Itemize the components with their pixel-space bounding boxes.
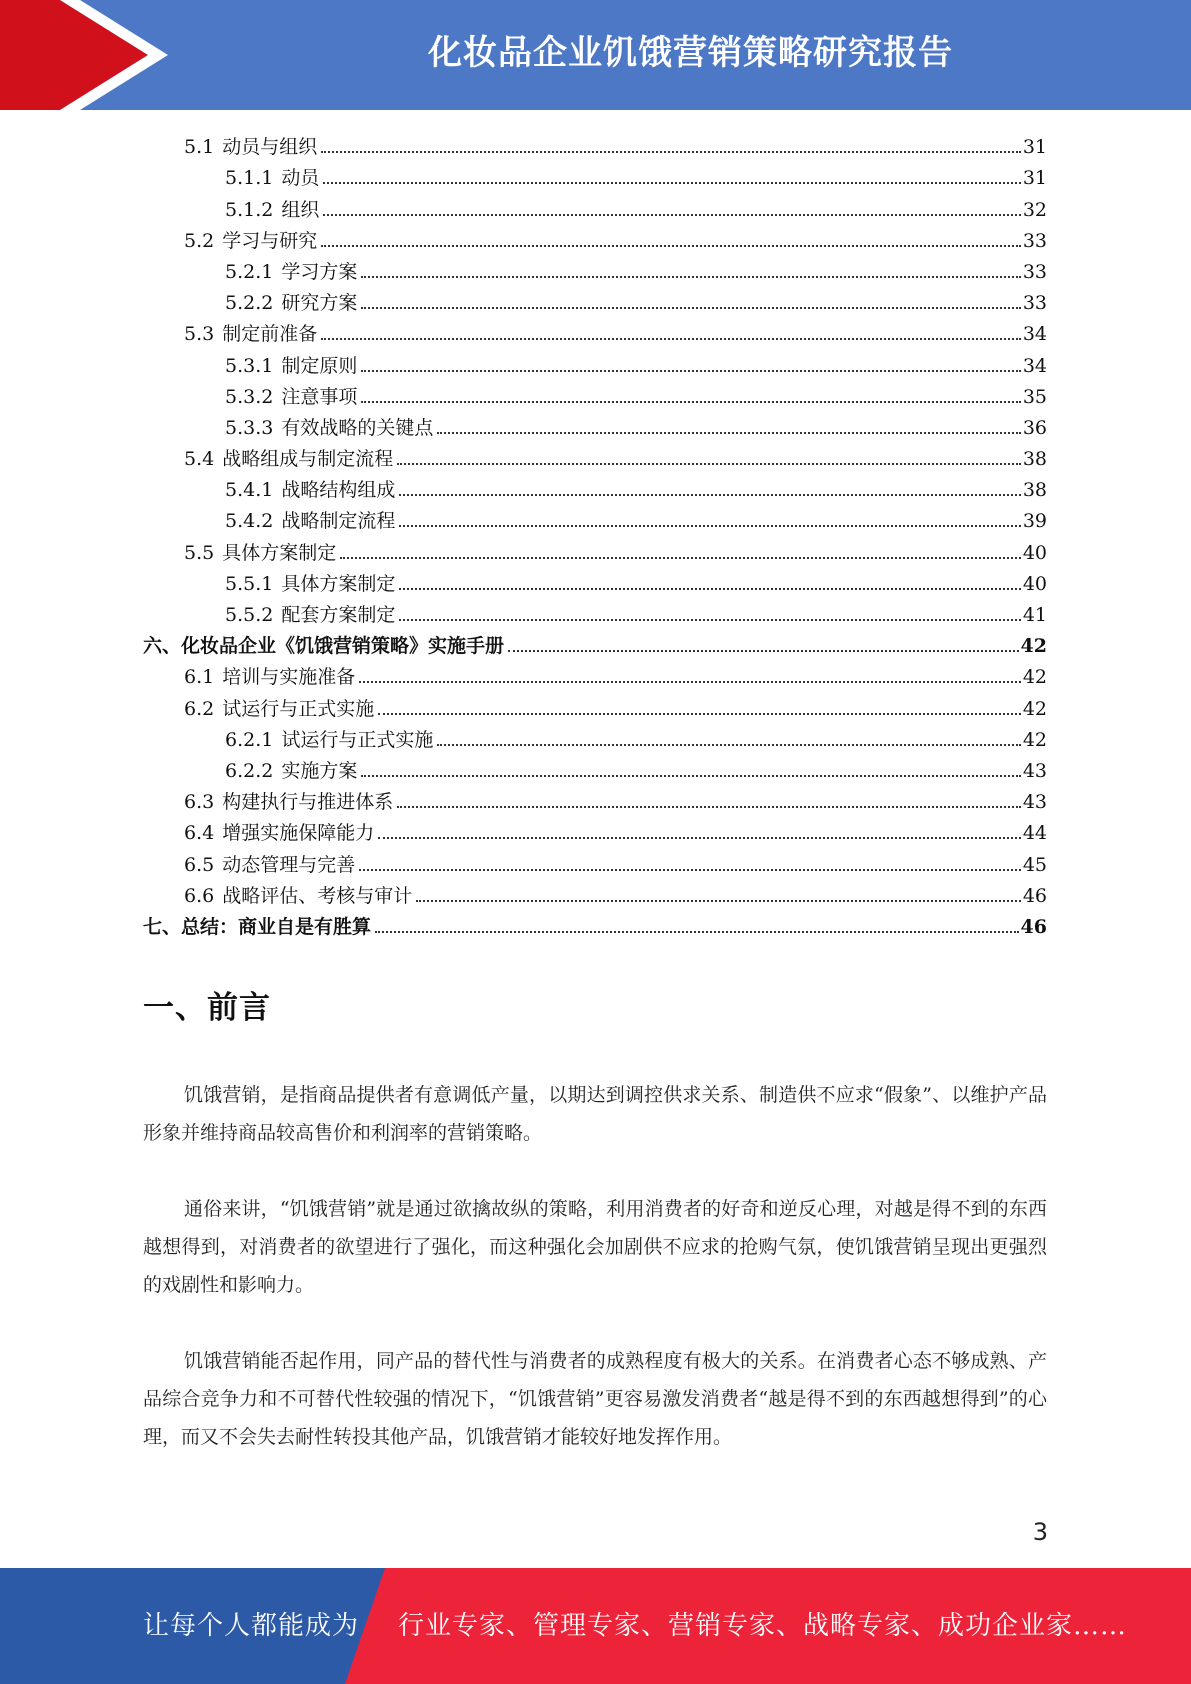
toc-dot-leader (399, 493, 1020, 496)
toc-entry-page: 34 (1022, 354, 1047, 377)
toc-entry-title: 学习方案 (281, 260, 358, 283)
toc-dot-leader (359, 680, 1021, 683)
toc-entry-number: 5.1.2 (225, 198, 274, 221)
toc-entry-page: 46 (1022, 884, 1047, 907)
toc-entry-number: 5.4.1 (225, 479, 274, 502)
toc-entry-page: 31 (1022, 136, 1047, 159)
toc-dot-leader (378, 712, 1021, 715)
toc-entry-page: 31 (1022, 167, 1047, 190)
toc-entry[interactable] (143, 689, 1047, 720)
toc-dot-leader (399, 524, 1020, 527)
toc-entry-page: 39 (1022, 510, 1047, 533)
toc-entry-title: 学习与研究 (222, 229, 318, 252)
toc-entry[interactable] (143, 128, 1047, 159)
toc-entry-title: 动态管理与完善 (222, 853, 356, 876)
toc-dot-leader (361, 369, 1020, 372)
toc-entry[interactable] (143, 721, 1047, 752)
toc-dot-leader (361, 275, 1020, 278)
toc-entry-number: 5.3.1 (225, 354, 274, 377)
toc-entry-number: 5.5.1 (225, 572, 274, 595)
toc-entry-number: 6.3 (184, 791, 215, 814)
toc-entry[interactable] (143, 440, 1047, 471)
toc-entry-page: 42 (1022, 728, 1047, 751)
toc-entry[interactable] (143, 908, 1047, 939)
toc-entry-number: 6.4 (184, 822, 215, 845)
table-of-contents (143, 128, 1047, 939)
toc-entry-title: 战略组成与制定流程 (222, 448, 394, 471)
toc-dot-leader (437, 431, 1020, 434)
toc-entry[interactable] (143, 346, 1047, 377)
toc-entry-number: 6.6 (184, 884, 215, 907)
toc-entry-title: 配套方案制定 (281, 604, 396, 626)
toc-entry[interactable] (143, 877, 1047, 908)
toc-entry-number: 5.2.2 (225, 292, 274, 315)
toc-entry[interactable] (143, 190, 1047, 221)
toc-entry-number: 5.1 (184, 136, 215, 159)
toc-dot-leader (321, 150, 1021, 153)
toc-entry[interactable] (143, 565, 1047, 596)
toc-entry-title: 具体方案制定 (281, 572, 396, 595)
toc-entry-title: 研究方案 (281, 292, 358, 315)
toc-dot-leader (361, 306, 1020, 309)
page-number: 3 (1032, 1518, 1048, 1546)
toc-entry[interactable] (143, 596, 1047, 627)
toc-entry-title: 六、化妆品企业《饥饿营销策略》实施手册 (143, 635, 505, 658)
toc-entry-title: 增强实施保障能力 (222, 822, 375, 845)
toc-entry-page: 42 (1022, 666, 1047, 689)
toc-entry-page: 33 (1022, 292, 1047, 315)
toc-entry-title: 构建执行与推进体系 (222, 791, 394, 814)
toc-entry-number: 6.1 (184, 666, 215, 689)
toc-dot-leader (416, 899, 1021, 902)
body-paragraph: 饥饿营销，是指商品提供者有意调低产量，以期达到调控供求关系、制造供不应求“假象”、以维护产品形象并维持商品较高售价和利润率的营销策略。 (143, 1084, 1047, 1144)
toc-entry-title: 战略制定流程 (281, 510, 396, 533)
toc-dot-leader (437, 743, 1020, 746)
toc-entry[interactable] (143, 752, 1047, 783)
toc-dot-leader (508, 649, 1019, 652)
toc-dot-leader (361, 400, 1020, 403)
toc-dot-leader (321, 337, 1021, 340)
toc-dot-leader (399, 587, 1020, 590)
toc-dot-leader (321, 244, 1021, 247)
toc-dot-leader (378, 836, 1021, 839)
toc-entry[interactable] (143, 845, 1047, 876)
footer-slogan-right: 行业专家、管理专家、营销专家、战略专家、成功企业家…… (398, 1611, 1128, 1641)
red-chevron-decoration (0, 0, 200, 110)
toc-entry-title: 制定前准备 (222, 323, 318, 346)
toc-entry-page: 38 (1022, 479, 1047, 502)
toc-entry-number: 6.2 (184, 697, 215, 720)
toc-entry-page: 33 (1022, 260, 1047, 283)
toc-entry-page: 33 (1022, 229, 1047, 252)
toc-entry-title: 有效战略的关键点 (281, 416, 434, 439)
toc-entry-page: 43 (1022, 759, 1047, 782)
toc-entry-title: 培训与实施准备 (222, 666, 356, 689)
toc-entry-page: 35 (1022, 385, 1047, 408)
toc-dot-leader (361, 774, 1020, 777)
body-paragraph: 饥饿营销能否起作用，同产品的替代性与消费者的成熟程度有极大的关系。在消费者心态不够成熟、产品综合竞争力和不可替代性较强的情况下，“饥饿营销”更容易激发消费者“越是得不到的东西越想得到”的心理，而又不会失去耐性转投其他产品，饥饿营销才能较好地发挥作用。 (143, 1350, 1047, 1448)
toc-entry-title: 组织 (281, 198, 320, 221)
toc-entry[interactable] (143, 658, 1047, 689)
toc-entry-page: 40 (1022, 541, 1047, 564)
toc-entry-number: 5.4.2 (225, 510, 274, 533)
toc-entry-number: 5.5 (184, 541, 215, 564)
toc-entry-number: 5.2.1 (225, 260, 274, 283)
toc-entry-title: 制定原则 (281, 354, 358, 377)
toc-entry-page: 40 (1022, 572, 1047, 595)
toc-entry[interactable] (143, 627, 1047, 658)
toc-dot-leader (359, 868, 1021, 871)
toc-entry-page: 34 (1022, 323, 1047, 346)
toc-dot-leader (323, 181, 1020, 184)
toc-dot-leader (323, 213, 1020, 216)
toc-entry-title: 试运行与正式实施 (281, 728, 434, 751)
body-paragraph: 通俗来讲，“饥饿营销”就是通过欲擒故纵的策略，利用消费者的好奇和逆反心理，对越是得不到的东西越想得到，对消费者的欲望进行了强化，而这种强化会加剧供不应求的抢购气氛，使饥饿营销呈现出更强烈的戏剧性和影响力。 (143, 1198, 1047, 1296)
toc-entry-number: 5.1.1 (225, 167, 274, 190)
toc-entry-number: 5.3 (184, 323, 215, 346)
toc-entry-number: 6.5 (184, 853, 215, 876)
toc-entry-title: 动员与组织 (222, 136, 318, 159)
toc-entry[interactable] (143, 533, 1047, 564)
toc-entry[interactable] (143, 253, 1047, 284)
toc-entry-page: 42 (1022, 697, 1047, 720)
toc-entry-page: 38 (1022, 448, 1047, 471)
toc-entry[interactable] (143, 315, 1047, 346)
toc-entry[interactable] (143, 222, 1047, 253)
section-heading: 一、前言 (143, 990, 271, 1026)
toc-dot-leader (399, 618, 1020, 621)
toc-entry[interactable] (143, 159, 1047, 190)
toc-entry-title: 七、总结：商业自是有胜算 (143, 915, 372, 938)
toc-dot-leader (340, 556, 1021, 559)
toc-entry-page: 32 (1022, 198, 1047, 221)
toc-entry-title: 具体方案制定 (222, 541, 337, 564)
toc-entry-number: 6.2.2 (225, 759, 274, 782)
toc-entry[interactable] (143, 471, 1047, 502)
toc-dot-leader (375, 930, 1019, 933)
toc-entry-number: 5.5.2 (225, 604, 274, 626)
toc-entry-number: 5.3.3 (225, 416, 274, 439)
toc-entry[interactable] (143, 378, 1047, 409)
toc-dot-leader (397, 805, 1021, 808)
toc-entry[interactable] (143, 502, 1047, 533)
toc-entry-page: 45 (1022, 853, 1047, 876)
toc-entry[interactable] (143, 284, 1047, 315)
toc-dot-leader (397, 462, 1021, 465)
toc-entry-title: 战略评估、考核与审计 (222, 884, 413, 907)
toc-entry-number: 5.3.2 (225, 385, 274, 408)
toc-entry-title: 注意事项 (281, 385, 358, 408)
toc-entry-title: 动员 (281, 167, 320, 190)
toc-entry[interactable] (143, 814, 1047, 845)
toc-entry-number: 5.2 (184, 229, 215, 252)
report-title: 化妆品企业饥饿营销策略研究报告 (428, 33, 953, 73)
toc-entry-page: 41 (1022, 604, 1047, 626)
toc-entry-page: 36 (1022, 416, 1047, 439)
page-header (0, 0, 1191, 110)
toc-entry-title: 试运行与正式实施 (222, 697, 375, 720)
toc-entry-title: 战略结构组成 (281, 479, 396, 502)
toc-entry-number: 6.2.1 (225, 728, 274, 751)
toc-entry[interactable] (143, 409, 1047, 440)
toc-entry-page: 42 (1020, 635, 1047, 658)
toc-entry[interactable] (143, 783, 1047, 814)
toc-entry-page: 44 (1022, 822, 1047, 845)
page-footer (0, 1568, 1191, 1684)
toc-entry-page: 43 (1022, 791, 1047, 814)
toc-entry-title: 实施方案 (281, 759, 358, 782)
toc-entry-number: 5.4 (184, 448, 215, 471)
footer-slogan-left: 让每个人都能成为 (143, 1611, 360, 1641)
toc-entry-page: 46 (1020, 915, 1047, 938)
